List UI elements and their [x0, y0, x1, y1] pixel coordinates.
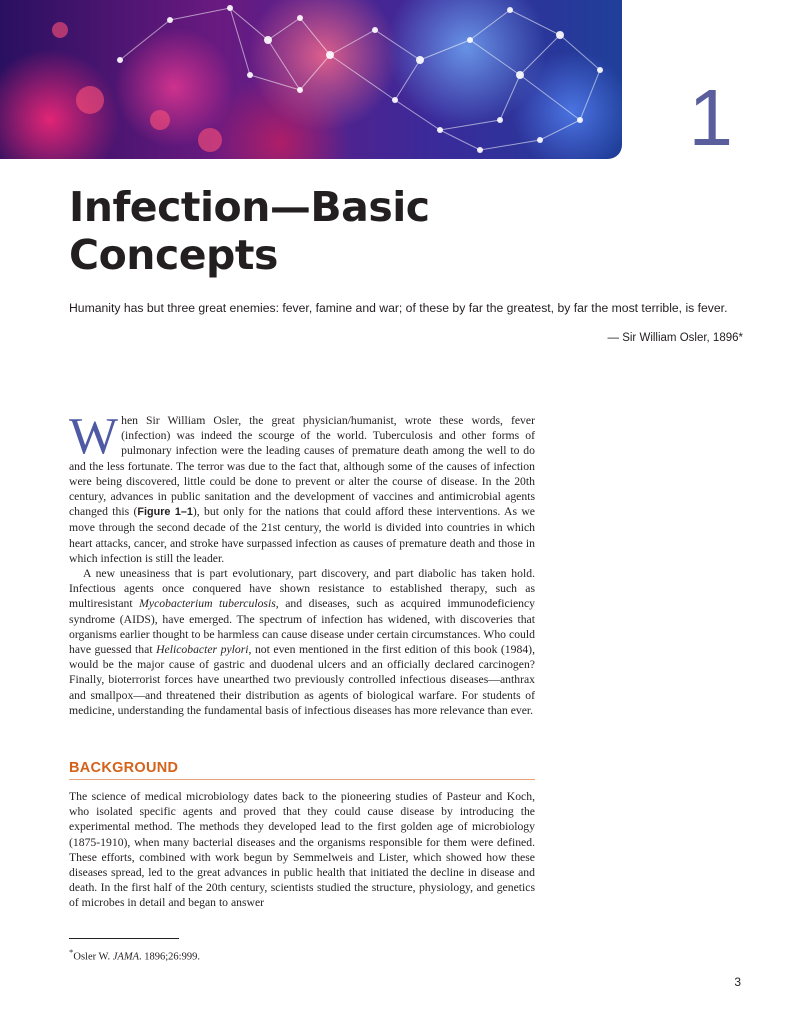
- intro-p1-end: ), but only for the nations that could afford these interventions. As we move through the second decade of the 21st century, the world is divided into countries in which heart attacks, cancer, and stroke have surpassed infection as causes of premature death and those in which infection is still the leader.: [69, 505, 535, 565]
- chapter-title: Infection—Basic Concepts: [69, 183, 430, 279]
- epigraph-quote: Humanity has but three great enemies: fever, famine and war; of these by far the greatest, by far the most terrible, is fever.: [69, 301, 728, 315]
- footnote: [69, 947, 200, 963]
- intro-paragraph-1: [69, 408, 535, 566]
- intro-p1-start: hen Sir William Osler, the great physician/humanist, wrote these words, fever (infection) was indeed the scourge of the world. Tuberculosis and other forms of pulmonary infection were the leading causes of premature death among the well to do and the less fortunate. The terror was due to the fact that, although some of the causes of infection were being discovered, little could be done to prevent or alter the course of disease. In the 20th century, advances in public sanitation and the development of vaccines and antimicrobial agents changed this (: [69, 414, 535, 519]
- chapter-banner-image: [0, 0, 622, 159]
- footnote-marker: *: [69, 947, 74, 957]
- figure-reference-link[interactable]: Figure 1–1: [137, 506, 193, 519]
- drop-cap: W: [69, 408, 119, 465]
- intro-section: [69, 408, 536, 718]
- background-paragraph: The science of medical microbiology dates back to the pioneering studies of Pasteur and Koch, who isolated specific agents and proved that they could cause disease by introducing the experimental method. The methods they developed lead to the first golden age of microbiology (1875-1910), when many bacterial diseases and the organisms responsible for them were defined. These efforts, combined with work begun by Semmelweis and Lister, which showed how these diseases spread, led to the great advances in public health that initiated the decline in disease and death. In the first half of the 20th century, scientists studied the structure, physiology, and genetics of microbes in detail and began to answer: [69, 790, 535, 910]
- organism-name-mycobacterium: Mycobacterium tuberculosis: [139, 597, 276, 611]
- footnote-author: Osler W.: [73, 951, 113, 963]
- section-heading-background: BACKGROUND: [69, 760, 535, 780]
- chapter-number: 1: [688, 73, 733, 162]
- molecular-network-graphic: [0, 0, 622, 159]
- footnote-divider: [69, 938, 179, 939]
- intro-p2-b: , and diseases, such as acquired immunodeficiency syndrome (AIDS), have emerged. The spectrum of infection has widened, with discoveries that organisms earlier thought to be harmless can cause disease under certain circumstances. Who could have guessed that: [69, 597, 536, 657]
- intro-paragraph-2: [69, 566, 535, 718]
- footnote-journal: JAMA: [112, 951, 139, 963]
- page-number: 3: [734, 975, 741, 989]
- background-section: [69, 789, 535, 911]
- organism-name-helicobacter: Helicobacter pylori: [156, 643, 249, 657]
- footnote-citation: . 1896;26:999.: [139, 951, 200, 963]
- intro-p2-c: , not even mentioned in the first edition of this book (1984), would be the major cause of gastric and duodenal ulcers and an officially declared carcinogen? Finally, bioterrorist forces have unearthed two previously controlled infectious diseases—anthrax and smallpox—and threatened their distribution as agents of biological warfare. For students of medicine, understanding the fundamental basis of infectious diseases has more relevance than ever.: [69, 643, 535, 717]
- intro-p2-a: A new uneasiness that is part evolutionary, part discovery, and part diabolic has taken hold. Infectious agents once conquered have shown resistance to established therapy, such as multiresistant: [69, 567, 535, 611]
- epigraph-attribution: — Sir William Osler, 1896*: [607, 332, 743, 344]
